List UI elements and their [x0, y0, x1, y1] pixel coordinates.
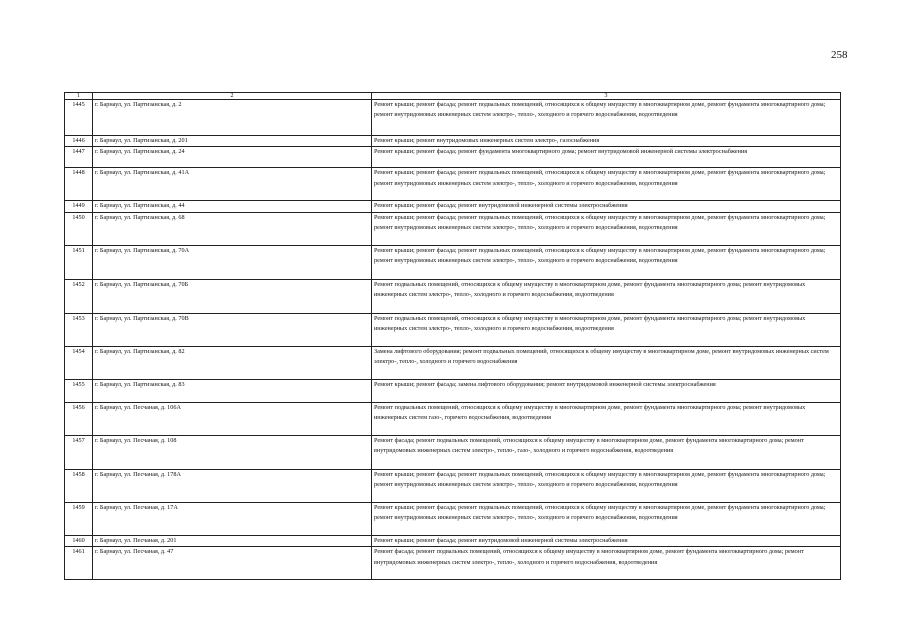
row-address: г. Барнаул, ул. Партизанская, д. 2 — [93, 100, 372, 136]
table-row — [65, 469, 841, 502]
row-number: 1461 — [65, 547, 93, 580]
row-works: Ремонт крыши; ремонт фасада; ремонт внутридомовой инженерной системы электроснабжения — [372, 535, 841, 546]
row-works: Ремонт крыши; ремонт фасада; ремонт подвальных помещений, относящихся к общему имуществу в многоквартирном доме, ремонт фундамента многоквартирного дома; ремонт внутридомовых инженерных систем электро-, тепло-, холодного и горячего водоснабжения, водоотведения — [372, 100, 841, 136]
table-row — [65, 435, 841, 469]
registry-table — [64, 92, 841, 580]
table-row — [65, 212, 841, 245]
row-works: Ремонт крыши; ремонт фасада; ремонт фундамента многоквартирного дома; ремонт внутридомовой инженерной системы электроснабжения — [372, 147, 841, 168]
table-row — [65, 402, 841, 435]
table-row — [65, 100, 841, 136]
header-cell-works: 3 — [372, 93, 841, 100]
header-cell-number: 1 — [65, 93, 93, 100]
row-address: г. Барнаул, ул. Партизанская, д. 68 — [93, 212, 372, 245]
table-row — [65, 313, 841, 346]
row-address: г. Барнаул, ул. Песчаная, д. 108 — [93, 435, 372, 469]
row-number: 1453 — [65, 313, 93, 346]
row-works: Ремонт подвальных помещений, относящихся к общему имуществу в многоквартирном доме, ремонт фундамента многоквартирного дома; ремонт внутридомовых инженерных систем электро-, тепло-, холодного и горячего водоснабжения, водоотведения — [372, 313, 841, 346]
table-row — [65, 547, 841, 580]
row-works: Замена лифтового оборудования; ремонт подвальных помещений, относящихся к общему имуществу в многоквартирном доме, ремонт внутридомовых инженерных систем электро-, тепло-, холодного и горячего водоснабжения — [372, 346, 841, 379]
row-works: Ремонт крыши; ремонт фасада; ремонт подвальных помещений, относящихся к общему имуществу в многоквартирном доме, ремонт фундамента многоквартирного дома; ремонт внутридомовых инженерных систем электро-, тепло-, холодного и горячего водоснабжения, водоотведения — [372, 168, 841, 201]
row-works: Ремонт фасада; ремонт подвальных помещений, относящихся к общему имуществу в многоквартирном доме, ремонт фундамента многоквартирного дома; ремонт внутридомовых инженерных систем электро-, тепло-, газо-, холодного и горячего водоснабжения, водоотведения — [372, 435, 841, 469]
page-number: 258 — [831, 49, 848, 61]
row-number: 1455 — [65, 379, 93, 402]
row-address: г. Барнаул, ул. Партизанская, д. 70А — [93, 245, 372, 279]
row-number: 1460 — [65, 535, 93, 546]
row-number: 1447 — [65, 147, 93, 168]
row-number: 1457 — [65, 435, 93, 469]
table-row — [65, 346, 841, 379]
row-number: 1451 — [65, 245, 93, 279]
table-row — [65, 136, 841, 147]
row-address: г. Барнаул, ул. Песчаная, д. 178А — [93, 469, 372, 502]
row-number: 1450 — [65, 212, 93, 245]
row-address: г. Барнаул, ул. Партизанская, д. 41А — [93, 168, 372, 201]
row-address: г. Барнаул, ул. Песчаная, д. 17А — [93, 502, 372, 535]
row-number: 1456 — [65, 402, 93, 435]
table-row — [65, 147, 841, 168]
table-row — [65, 168, 841, 201]
row-address: г. Барнаул, ул. Партизанская, д. 24 — [93, 147, 372, 168]
row-number: 1445 — [65, 100, 93, 136]
row-address: г. Барнаул, ул. Партизанская, д. 70В — [93, 313, 372, 346]
table-row — [65, 201, 841, 212]
row-works: Ремонт крыши; ремонт фасада; ремонт подвальных помещений, относящихся к общему имуществу в многоквартирном доме, ремонт фундамента многоквартирного дома; ремонт внутридомовых инженерных систем электро-, тепло-, холодного и горячего водоснабжения, водоотведения — [372, 212, 841, 245]
row-address: г. Барнаул, ул. Партизанская, д. 82 — [93, 346, 372, 379]
row-address: г. Барнаул, ул. Песчаная, д. 201 — [93, 535, 372, 546]
row-number: 1459 — [65, 502, 93, 535]
row-works: Ремонт крыши; ремонт фасада; ремонт подвальных помещений, относящихся к общему имуществу в многоквартирном доме, ремонт фундамента многоквартирного дома; ремонт внутридомовых инженерных систем электро-, тепло-, холодного и горячего водоснабжения, водоотведения — [372, 245, 841, 279]
row-address: г. Барнаул, ул. Песчаная, д. 106А — [93, 402, 372, 435]
row-address: г. Барнаул, ул. Партизанская, д. 201 — [93, 136, 372, 147]
row-number: 1449 — [65, 201, 93, 212]
header-row — [65, 93, 841, 100]
row-works: Ремонт крыши; ремонт фасада; ремонт внутридомовой инженерной системы электроснабжения — [372, 201, 841, 212]
row-works: Ремонт подвальных помещений, относящихся к общему имуществу в многоквартирном доме, ремонт фундамента многоквартирного дома; ремонт внутридомовых инженерных систем газо-, горячего водоснабжения, водоотведения — [372, 402, 841, 435]
row-number: 1446 — [65, 136, 93, 147]
row-address: г. Барнаул, ул. Партизанская, д. 83 — [93, 379, 372, 402]
table-row — [65, 379, 841, 402]
row-works: Ремонт подвальных помещений, относящихся к общему имуществу в многоквартирном доме, ремонт фундамента многоквартирного дома; ремонт внутридомовых инженерных систем электро-, тепло-, холодного и горячего водоснабжения, водоотведения — [372, 279, 841, 313]
row-address: г. Барнаул, ул. Песчаная, д. 47 — [93, 547, 372, 580]
row-number: 1448 — [65, 168, 93, 201]
table-row — [65, 535, 841, 546]
row-address: г. Барнаул, ул. Партизанская, д. 70Б — [93, 279, 372, 313]
table-row — [65, 279, 841, 313]
row-works: Ремонт крыши; ремонт фасада; ремонт подвальных помещений, относящихся к общему имуществу в многоквартирном доме, ремонт фундамента многоквартирного дома; ремонт внутридомовых инженерных систем электро-, тепло-, холодного и горячего водоснабжения, водоотведения — [372, 469, 841, 502]
row-number: 1458 — [65, 469, 93, 502]
row-number: 1452 — [65, 279, 93, 313]
row-works: Ремонт фасада; ремонт подвальных помещений, относящихся к общему имуществу в многоквартирном доме, ремонт фундамента многоквартирного дома; ремонт внутридомовых инженерных систем электро-, тепло-, холодного и горячего водоснабжения, водоотведения — [372, 547, 841, 580]
table-row — [65, 502, 841, 535]
row-works: Ремонт крыши; ремонт внутридомовых инженерных систем электро-, газоснабжения — [372, 136, 841, 147]
table-row — [65, 245, 841, 279]
row-number: 1454 — [65, 346, 93, 379]
row-works: Ремонт крыши; ремонт фасада; замена лифтового оборудования; ремонт внутридомовой инженерной системы электроснабжения — [372, 379, 841, 402]
row-works: Ремонт крыши; ремонт фасада; ремонт подвальных помещений, относящихся к общему имуществу в многоквартирном доме, ремонт фундамента многоквартирного дома; ремонт внутридомовых инженерных систем электро-, тепло-, холодного и горячего водоснабжения, водоотведения — [372, 502, 841, 535]
header-cell-address: 2 — [93, 93, 372, 100]
row-address: г. Барнаул, ул. Партизанская, д. 44 — [93, 201, 372, 212]
